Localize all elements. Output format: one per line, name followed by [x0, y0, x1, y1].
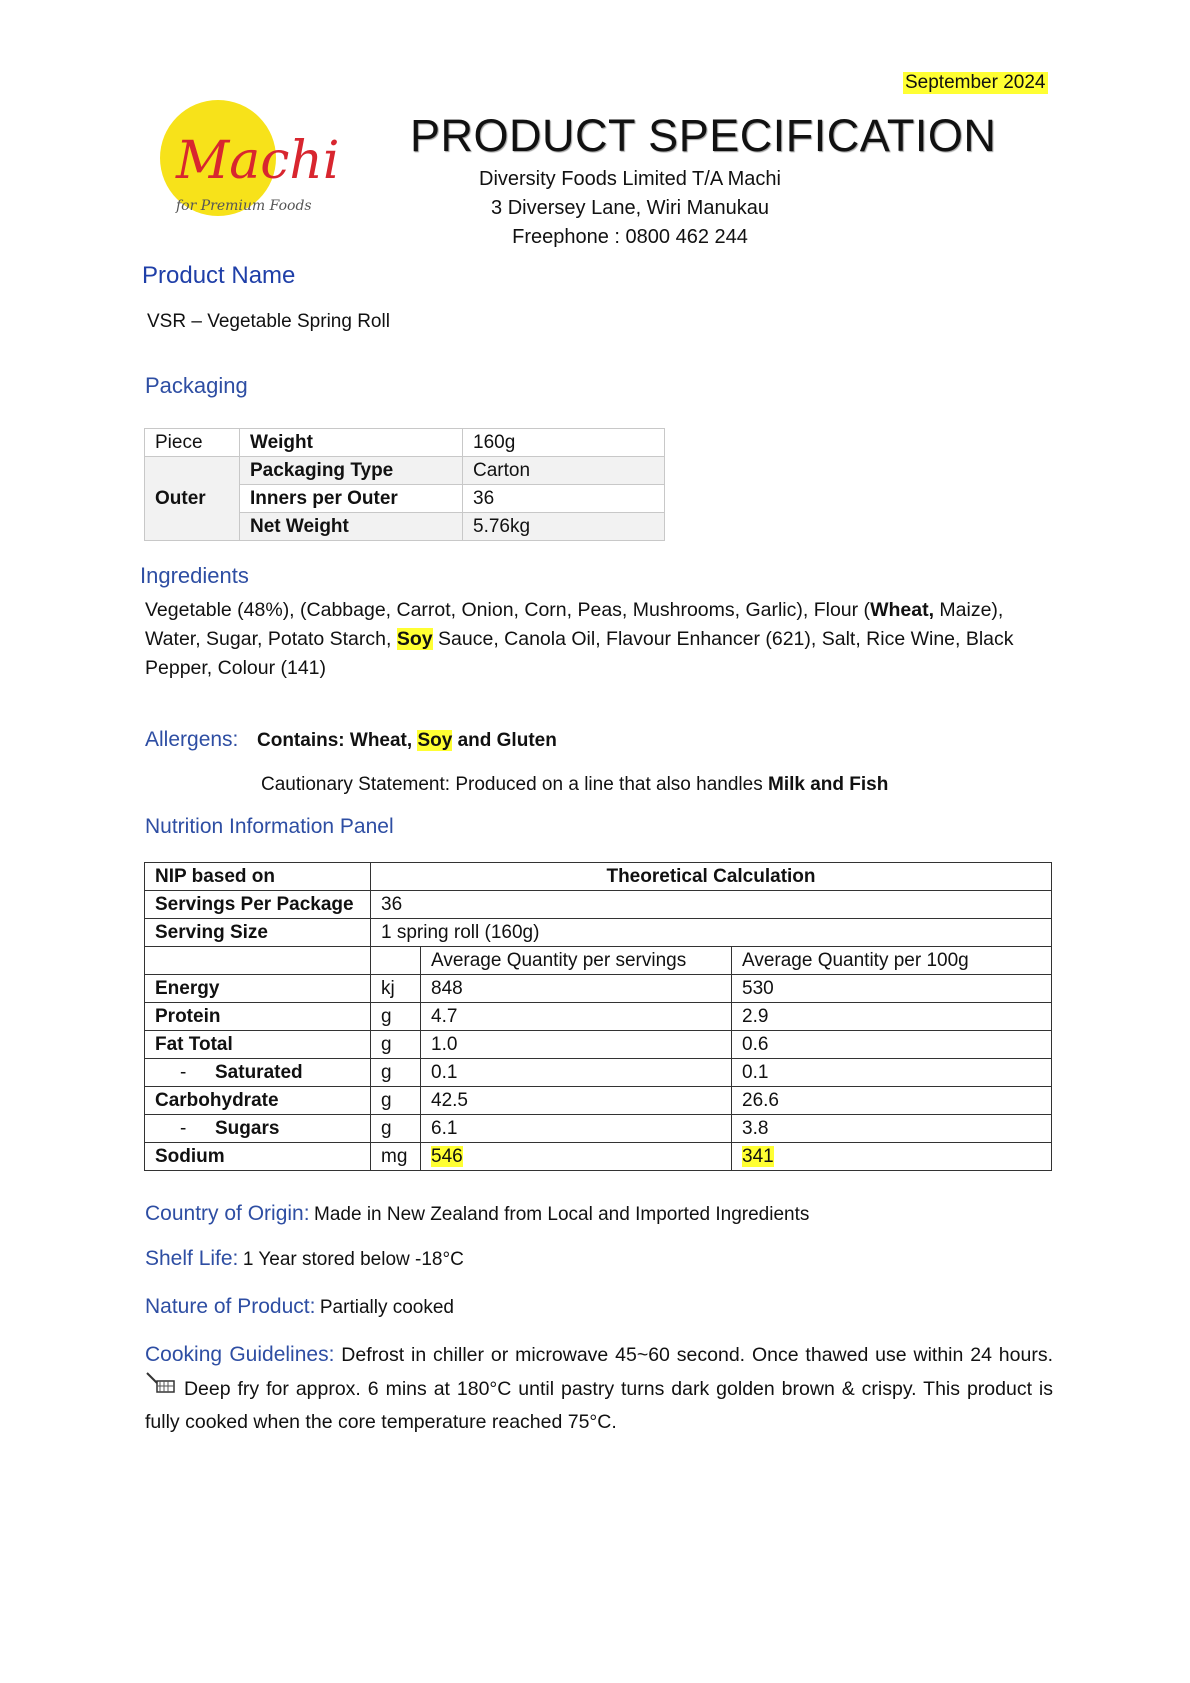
empty-cell: [145, 947, 371, 975]
product-name-value: VSR – Vegetable Spring Roll: [147, 311, 390, 332]
allergen-soy: Soy: [396, 628, 433, 650]
packaging-value: 5.76kg: [463, 513, 665, 541]
nutrient-serving: 546: [431, 1145, 463, 1167]
allergens-part: and Gluten: [452, 730, 557, 751]
nip-basis-label: NIP based on: [145, 863, 371, 891]
table-row: [145, 1059, 1052, 1087]
nutrient-name: Saturated: [215, 1061, 303, 1083]
nutrient-per100-cell: [732, 1143, 1052, 1171]
allergens-contains: [257, 730, 557, 752]
nutrient-name-sub: - Sugars: [145, 1115, 371, 1143]
ingredients-part: Maize), Water, Sugar, Potato Starch,: [145, 599, 1004, 650]
nature-heading: Nature of Product:: [145, 1295, 316, 1318]
table-row: [145, 863, 1052, 891]
nutrient-unit: g: [371, 1115, 421, 1143]
nip-basis-value: Theoretical Calculation: [371, 863, 1052, 891]
origin-heading: Country of Origin:: [145, 1202, 310, 1225]
table-row: [145, 1143, 1052, 1171]
nutrient-name: Carbohydrate: [145, 1087, 371, 1115]
nutrient-unit: g: [371, 1087, 421, 1115]
company-name: Diversity Foods Limited T/A Machi: [479, 168, 781, 190]
origin-value: Made in New Zealand from Local and Imported Ingredients: [314, 1204, 810, 1225]
nip-size-value: 1 spring roll (160g): [371, 919, 1052, 947]
company-address: 3 Diversey Lane, Wiri Manukau: [491, 197, 769, 219]
fryer-basket-icon: [145, 1371, 177, 1407]
nutrient-unit: mg: [371, 1143, 421, 1171]
company-phone: Freephone : 0800 462 244: [512, 226, 748, 248]
packaging-label: Net Weight: [240, 513, 463, 541]
packaging-label: Weight: [240, 429, 463, 457]
nip-servings-label: Servings Per Package: [145, 891, 371, 919]
nutrient-per100: 0.6: [732, 1031, 1052, 1059]
table-row: [145, 1003, 1052, 1031]
packaging-heading: Packaging: [145, 373, 248, 398]
document-date: September 2024: [905, 72, 1046, 93]
nutrition-heading: Nutrition Information Panel: [145, 815, 394, 838]
allergens-heading: Allergens:: [145, 728, 239, 751]
nutrient-unit: kj: [371, 975, 421, 1003]
nip-size-label: Serving Size: [145, 919, 371, 947]
logo-wordmark: Machi: [176, 131, 340, 191]
nutrient-serving: 6.1: [421, 1115, 732, 1143]
nutrient-serving: 42.5: [421, 1087, 732, 1115]
nutrient-serving: 848: [421, 975, 732, 1003]
packaging-label: Inners per Outer: [240, 485, 463, 513]
product-name-heading: Product Name: [142, 262, 296, 289]
nutrient-per100: 26.6: [732, 1087, 1052, 1115]
nature-value: Partially cooked: [319, 1297, 454, 1318]
cooking-guidelines: [145, 1339, 1053, 1438]
table-row: [145, 1031, 1052, 1059]
cooking-text-1: Defrost in chiller or microwave 45~60 second. Once thawed use within 24 hours.: [341, 1344, 1053, 1366]
table-row: [145, 919, 1052, 947]
nutrition-table: [144, 862, 1052, 1171]
nutrient-unit: g: [371, 1059, 421, 1087]
table-row: [145, 1115, 1052, 1143]
packaging-value: 36: [463, 485, 665, 513]
table-row: [145, 891, 1052, 919]
caution-part: Cautionary Statement: Produced on a line that also handles: [261, 774, 768, 795]
nip-col-serving: Average Quantity per servings: [421, 947, 732, 975]
packaging-group: Outer: [145, 457, 240, 541]
nutrient-serving: 1.0: [421, 1031, 732, 1059]
nutrient-name: Fat Total: [145, 1031, 371, 1059]
nutrient-name: Sugars: [215, 1117, 280, 1139]
empty-cell: [371, 947, 421, 975]
cooking-text-2: Deep fry for approx. 6 mins at 180°C until pastry turns dark golden brown & crispy. This product is fully cooked when the core temperature reached 75°C.: [145, 1378, 1054, 1433]
ingredients-part: , Canola Oil, Flavour Enhancer (621), Salt, Rice Wine, Black Pepper, Colour (141): [145, 628, 1014, 679]
nutrient-serving: 4.7: [421, 1003, 732, 1031]
nature-line: [145, 1295, 454, 1319]
nutrient-per100: 0.1: [732, 1059, 1052, 1087]
nip-servings-value: 36: [371, 891, 1052, 919]
cooking-heading: Cooking Guidelines:: [145, 1343, 335, 1366]
allergen-soy: Soy: [417, 730, 453, 751]
nutrient-per100: 2.9: [732, 1003, 1052, 1031]
table-row: [145, 975, 1052, 1003]
shelf-line: [145, 1247, 464, 1271]
origin-line: [145, 1202, 809, 1226]
ingredients-part: Sauce: [432, 628, 494, 650]
table-row: [145, 429, 665, 457]
packaging-table: [144, 428, 665, 541]
table-row: [145, 1087, 1052, 1115]
shelf-heading: Shelf Life:: [145, 1247, 239, 1270]
table-row: [145, 457, 665, 485]
nutrient-name: Sodium: [145, 1143, 371, 1171]
shelf-value: 1 Year stored below -18°C: [242, 1249, 464, 1270]
table-row: [145, 947, 1052, 975]
nutrient-per100: 530: [732, 975, 1052, 1003]
nutrient-name-sub: - Saturated: [145, 1059, 371, 1087]
nutrient-name: Protein: [145, 1003, 371, 1031]
ingredients-heading: Ingredients: [140, 563, 249, 588]
allergen-wheat: Wheat,: [870, 599, 934, 621]
caution-allergens: Milk and Fish: [768, 774, 889, 795]
nutrient-name: Energy: [145, 975, 371, 1003]
packaging-group: Piece: [145, 429, 240, 457]
document-title: PRODUCT SPECIFICATION: [410, 110, 997, 161]
company-address-block: [430, 165, 830, 252]
nutrient-unit: g: [371, 1031, 421, 1059]
nutrient-serving-cell: [421, 1143, 732, 1171]
ingredients-text: [145, 596, 1050, 683]
logo-tagline: for Premium Foods: [176, 198, 312, 214]
ingredients-part: Vegetable (48%), (Cabbage, Carrot, Onion, Corn, Peas, Mushrooms, Garlic), Flour (: [145, 599, 871, 621]
packaging-label: Packaging Type: [240, 457, 463, 485]
packaging-value: Carton: [463, 457, 665, 485]
machi-logo: [148, 98, 348, 228]
packaging-value: 160g: [463, 429, 665, 457]
nutrient-serving: 0.1: [421, 1059, 732, 1087]
allergens-part: Contains: Wheat,: [257, 730, 418, 751]
cautionary-statement: [261, 774, 888, 796]
nip-col-100g: Average Quantity per 100g: [732, 947, 1052, 975]
nutrient-per100: 341: [742, 1145, 774, 1167]
nutrient-per100: 3.8: [732, 1115, 1052, 1143]
nutrient-unit: g: [371, 1003, 421, 1031]
